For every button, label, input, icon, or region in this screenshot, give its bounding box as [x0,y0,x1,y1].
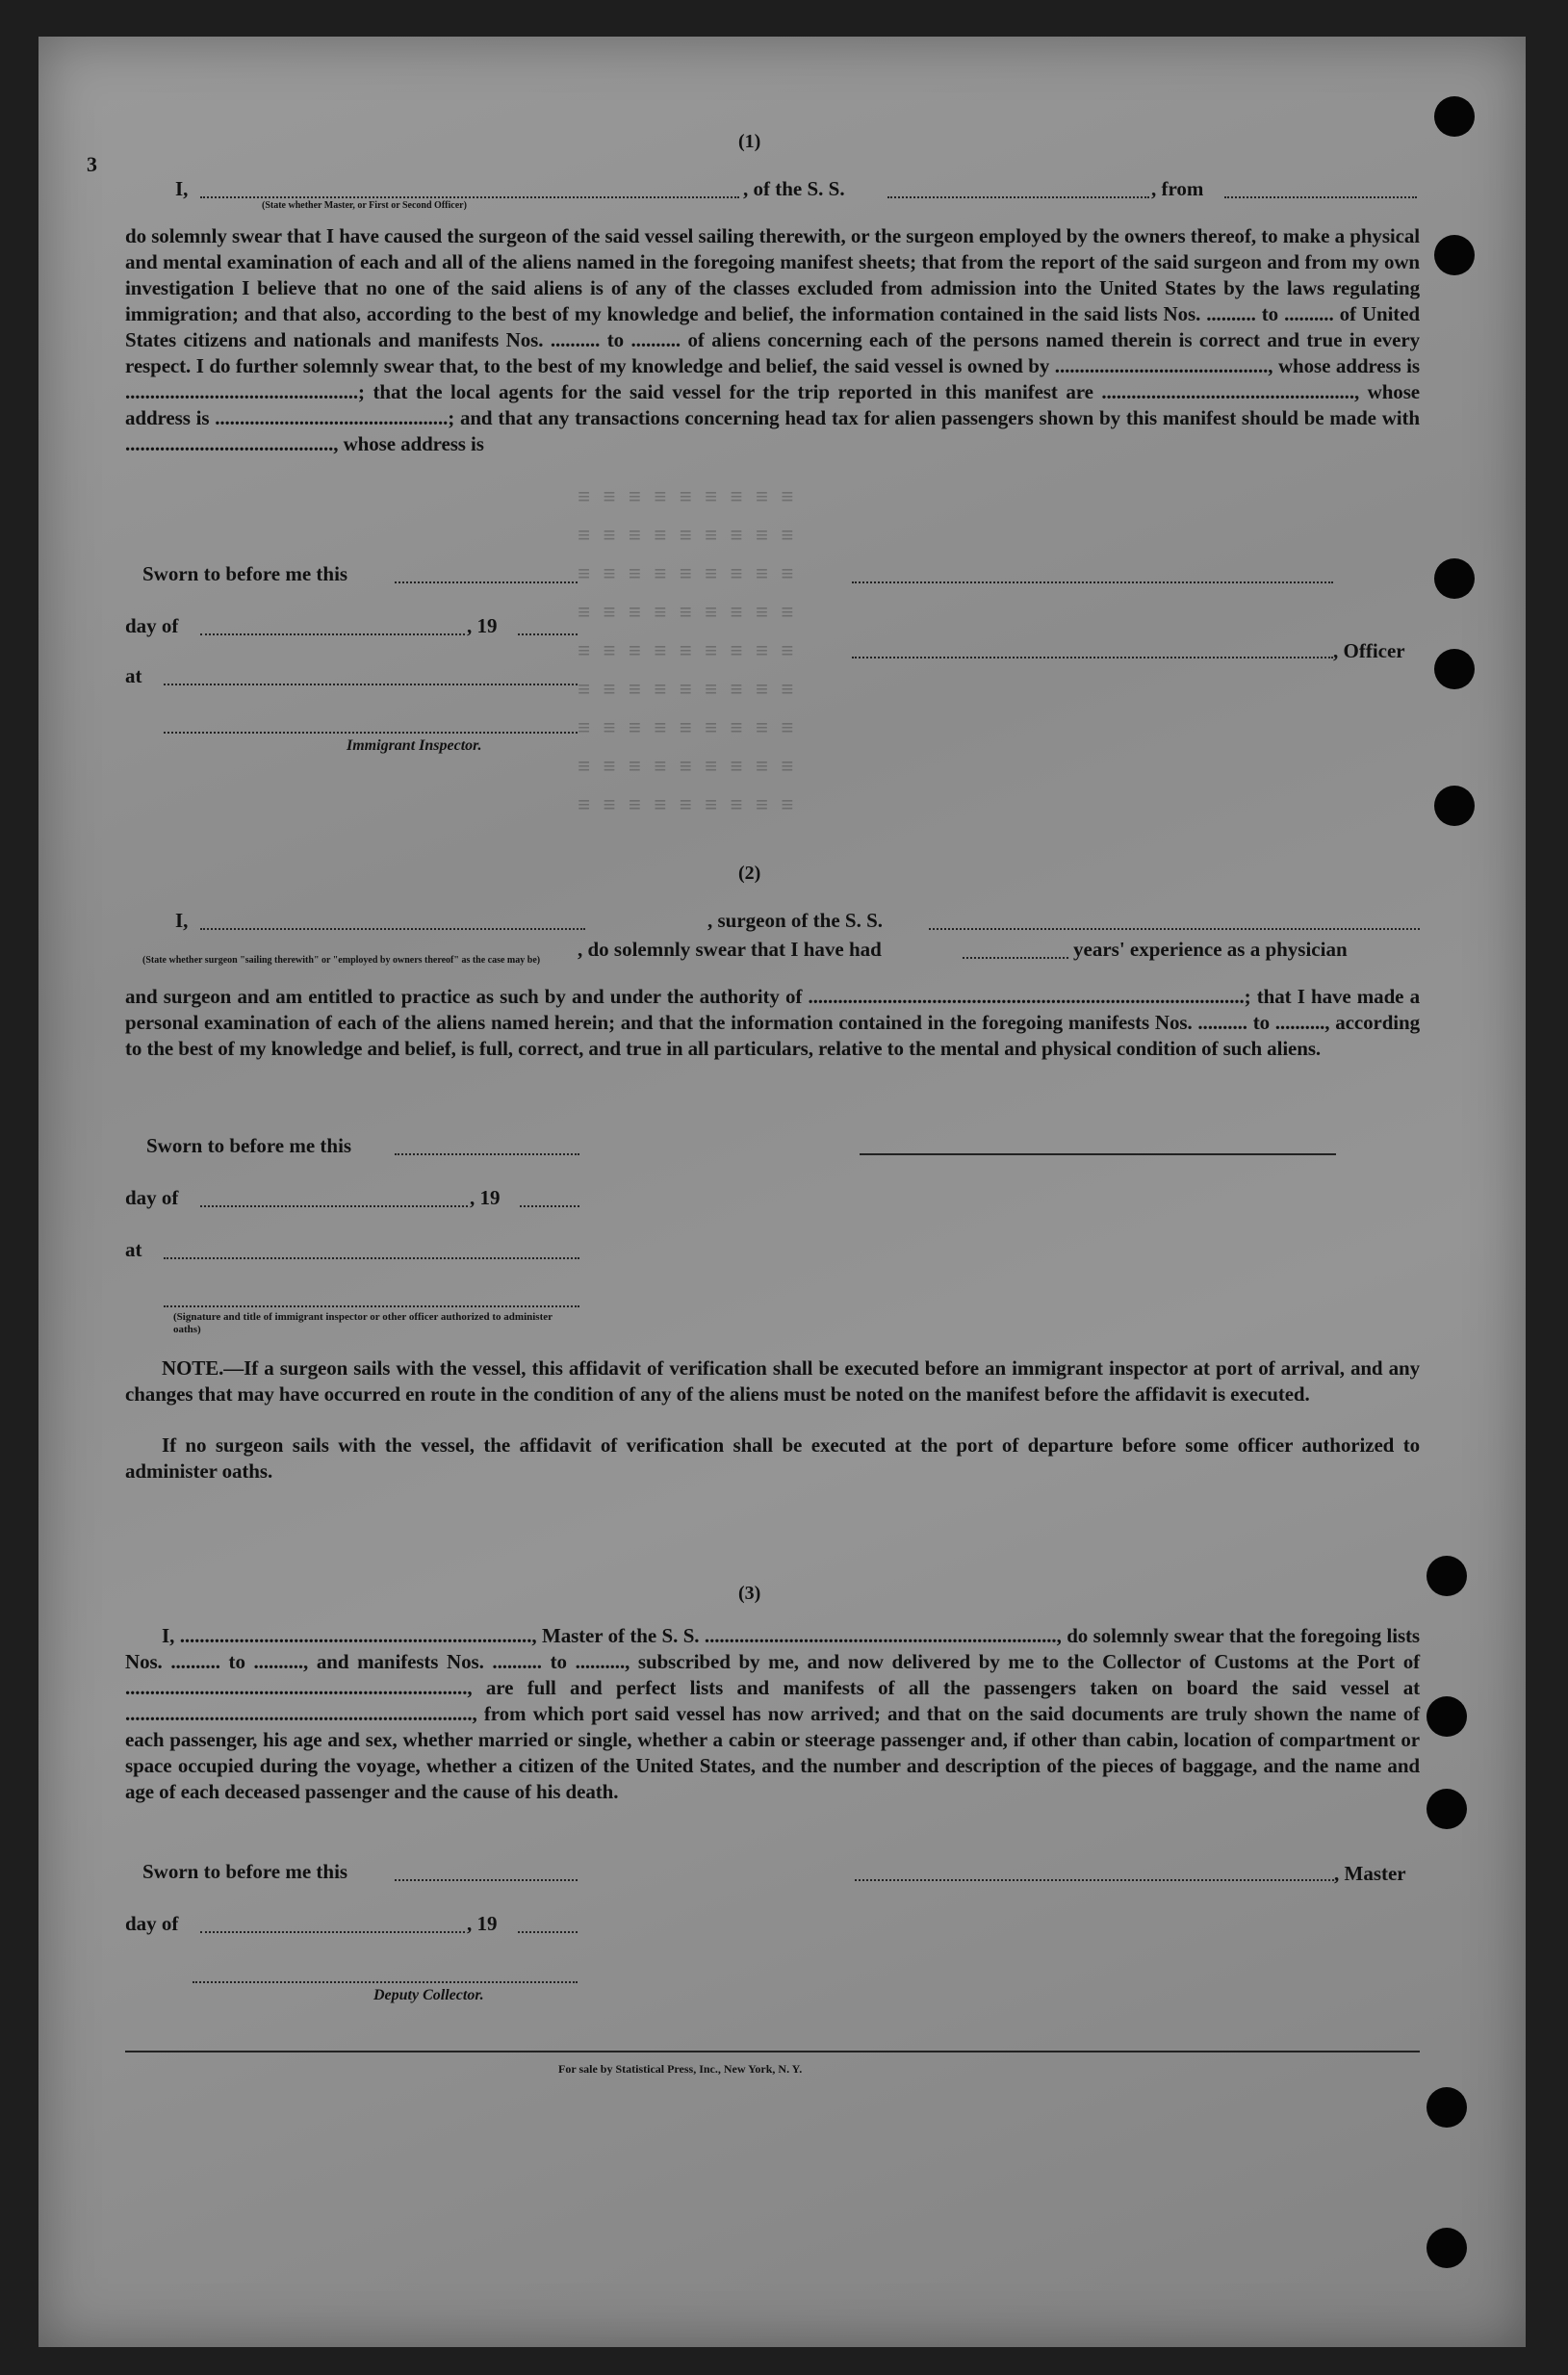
s3-master-label: , Master [1334,1862,1406,1885]
printer-credit: For sale by Statistical Press, Inc., New York, N. Y. [558,2062,803,2076]
punch-hole-1 [1434,96,1475,137]
s2-surgeon-name-field[interactable] [200,928,585,930]
s1-year-field[interactable] [518,633,578,635]
punch-hole-4 [1434,649,1475,689]
s3-year-field[interactable] [518,1931,578,1933]
s2-surgeon-of-label: , surgeon of the S. S. [707,909,884,932]
s2-surgeon-hint: (State whether surgeon "sailing therewith" or "employed by owners thereof" as the case may be) [142,955,541,966]
s2-sworn-label: Sworn to before me this [146,1134,352,1157]
s3-oath-body: I, ......................................................................., Master of the S. S. ......................................................................., do solemnly swear that the foregoing lists Nos. .......... to .........., and manifests Nos. .......... to .........., subscribed by me, and now delivered by me to the Collector of Customs at the Port of ....................................................................., are full and perfect lists and manifests of all the passengers taken on board the said vessel at ......................................................................, from which port said vessel has now arrived; and that on the said documents are truly shown the name of each passenger, his age and sex, whether married or single, whether a cabin or steerage passenger and, if other than cabin, location of compartment or space occupied during the voyage, whether a citizen of the United States, and the number and description of the pieces of baggage, and the name and age of each deceased passenger and the cause of his death. [125,1624,1420,1803]
s2-signature-hint: (Signature and title of immigrant inspector or other officer authorized to administer oaths) [173,1311,553,1335]
punch-hole-8 [1427,1789,1467,1829]
s3-master-signature-line[interactable] [855,1879,1334,1881]
note-paragraph-2: If no surgeon sails with the vessel, the affidavit of verification shall be executed at the port of departure before some officer authorized to administer oaths. [125,1433,1420,1483]
s2-day-label: day of [125,1186,179,1209]
s1-sworn-label: Sworn to before me this [142,562,348,585]
punch-hole-7 [1427,1696,1467,1737]
section-3-number: (3) [738,1583,761,1604]
s2-vessel-field[interactable] [929,928,1420,930]
s1-inspector-label: Immigrant Inspector. [347,737,482,754]
punch-hole-3 [1434,558,1475,599]
s2-surgeon-signature-line[interactable] [860,1153,1336,1155]
s3-collector-signature-line[interactable] [193,1981,578,1983]
punch-hole-10 [1427,2228,1467,2268]
s1-inspector-signature-line[interactable] [164,732,578,734]
s1-officer-signature-line[interactable] [852,657,1333,658]
s1-from-label: , from [1151,177,1204,200]
section-2-number: (2) [738,863,761,884]
s3-day-field[interactable] [200,1931,465,1933]
section-1-number: (1) [738,131,761,152]
s1-year-label: , 19 [467,614,498,637]
s2-year-field[interactable] [520,1205,579,1207]
s2-swear-text: , do solemnly swear that I have had [578,938,882,961]
note-paragraph-1: NOTE.—If a surgeon sails with the vessel, this affidavit of verification shall be executed before an immigrant inspector at port of arrival, and any changes that may have occurred en route in the condition of any of the aliens must be noted on the manifest before the affidavit is executed. [125,1356,1420,1406]
punch-hole-5 [1434,786,1475,826]
s1-oath-body: do solemnly swear that I have caused the surgeon of the said vessel sailing therewith, or the surgeon employed by the owners thereof, to make a physical and mental examination of each and all of the aliens named in the foregoing manifest sheets; that from the report of the said surgeon and from my own investigation I believe that no one of the said aliens is of any of the classes excluded from admission into the United States by the laws regulating immigration; and that also, according to the best of my knowledge and belief, the information contained in the said lists Nos. .......... to .......... of United States citizens and nationals and manifests Nos. .......... to .......... of aliens concerning each of the persons named therein is correct and true in every respect. I do further solemnly swear that, to the best of my knowledge and belief, the said vessel is owned by ..........................................., whose address is ...............................................; that the local agents for the said vessel for the trip reported in this manifest are ..................................................., whose address is ...............................................; and that any transactions concerning head tax for alien passengers shown by this manifest should be made with .........................................., whose address is [125,224,1420,455]
s2-at-label: at [125,1238,142,1261]
s1-officer-hint: (State whether Master, or First or Second Officer) [262,200,467,211]
footer-rule [125,2051,1420,2052]
s1-day-field[interactable] [200,633,465,635]
s1-vessel-field[interactable] [887,196,1149,198]
s1-of-ss-label: , of the S. S. [743,177,845,200]
s2-i-label: I, [175,909,189,932]
document-page [39,37,1526,2347]
s2-oath-body: and surgeon and am entitled to practice as such by and under the authority of ........................................................................................; that I have made a personal examination of each of the aliens named herein; and that the information contained in the foregoing manifests Nos. .......... to .........., according to the best of my knowledge and belief, is full, correct, and true in all particulars, relative to the mental and physical condition of such aliens. [125,985,1420,1060]
s3-year-label: , 19 [467,1912,498,1935]
bleed-through-texture: ≡ ≡ ≡ ≡ ≡ ≡ ≡ ≡ ≡ ≡ ≡ ≡ ≡ ≡ ≡ ≡ ≡ ≡ ≡ ≡ ≡ ≡ ≡ ≡ ≡ ≡ ≡ ≡ ≡ ≡ ≡ ≡ ≡ ≡ ≡ ≡ ≡ ≡ ≡ ≡ ≡ ≡ ≡ ≡ ≡ ≡ ≡ ≡ ≡ ≡ ≡ ≡ ≡ ≡ ≡ ≡ ≡ ≡ ≡ ≡ ≡ ≡ ≡ ≡ ≡ ≡ ≡ ≡ ≡ ≡ ≡ ≡ ≡ ≡ ≡ ≡ ≡ ≡ ≡ ≡ ≡ [578,486,794,818]
punch-hole-9 [1427,2087,1467,2128]
punch-hole-2 [1434,235,1475,275]
s2-years-field[interactable] [963,957,1068,959]
page-mark: 3 [87,152,97,176]
s1-from-field[interactable] [1224,196,1417,198]
punch-hole-6 [1427,1556,1467,1596]
s2-sworn-day-field[interactable] [395,1153,579,1155]
s1-i-label: I, [175,177,189,200]
s1-sworn-day-field[interactable] [395,581,578,583]
s2-year-label: , 19 [470,1186,501,1209]
s3-sworn-day-field[interactable] [395,1879,578,1881]
s3-sworn-label: Sworn to before me this [142,1860,348,1883]
s1-at-field[interactable] [164,684,578,685]
s2-officer-signature-line[interactable] [164,1305,579,1307]
s1-at-label: at [125,664,142,687]
s3-day-label: day of [125,1912,179,1935]
s1-day-label: day of [125,614,179,637]
s2-years-label: years' experience as a physician [1073,938,1348,961]
s2-at-field[interactable] [164,1257,579,1259]
s1-officer-name-field[interactable] [200,196,739,198]
s2-day-field[interactable] [200,1205,468,1207]
s3-collector-label: Deputy Collector. [373,1987,484,2003]
s1-officer-signature-right[interactable] [852,581,1333,583]
s1-officer-label: , Officer [1333,639,1405,662]
